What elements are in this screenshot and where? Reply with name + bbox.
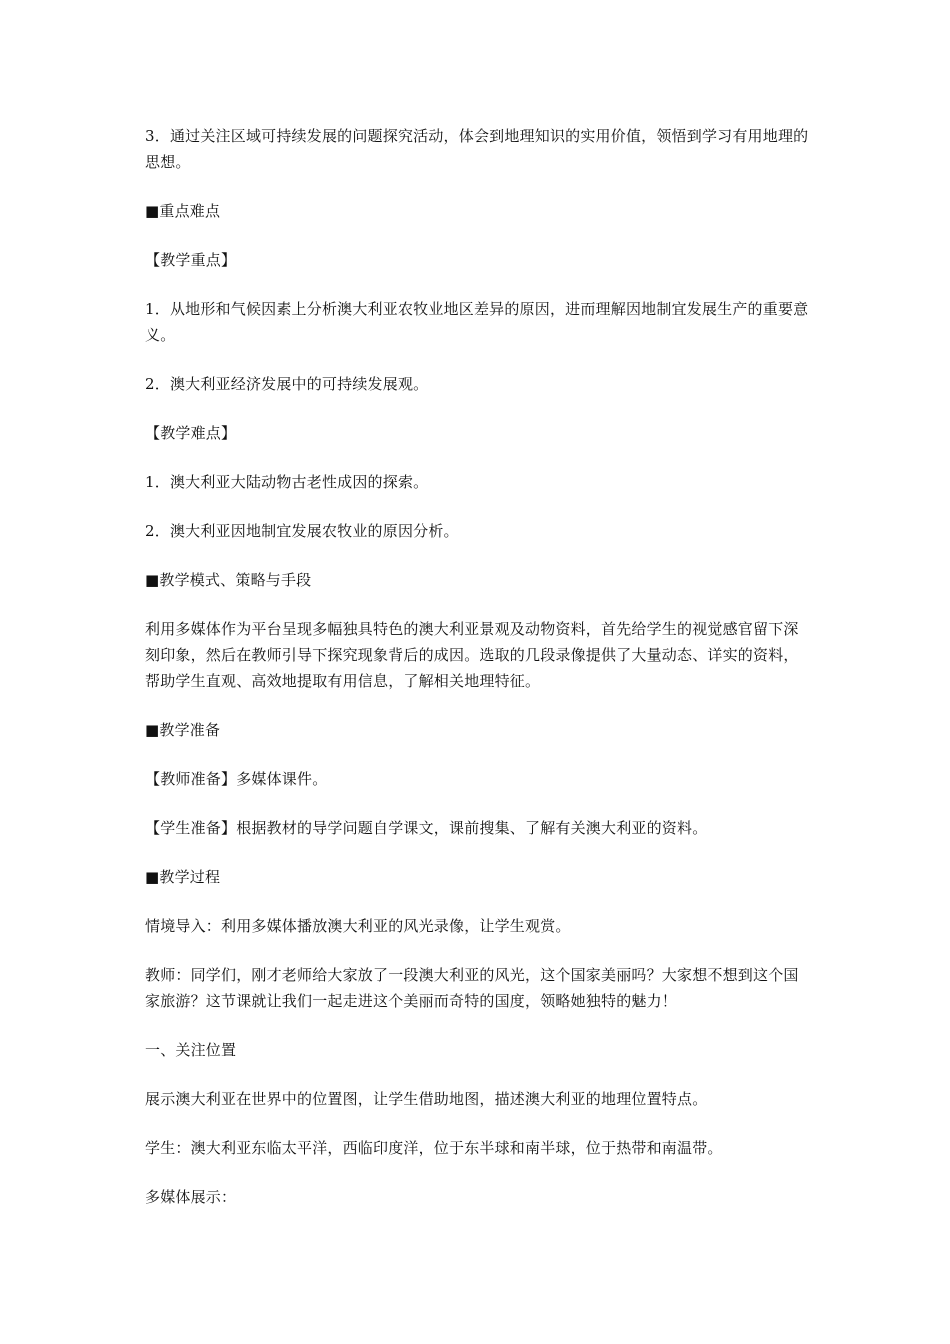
paragraph-student-preparation: 【学生准备】根据教材的导学问题自学课文，课前搜集、了解有关澳大利亚的资料。 (145, 819, 708, 837)
paragraph-student-answer: 学生：澳大利亚东临太平洋，西临印度洋，位于东半球和南半球，位于热带和南温带。 (145, 1139, 723, 1157)
paragraph-focus-2: 2．澳大利亚经济发展中的可持续发展观。 (145, 375, 429, 393)
subheading-teaching-focus: 【教学重点】 (145, 251, 237, 269)
paragraph-difficulty-1: 1．澳大利亚大陆动物古老性成因的探索。 (145, 473, 429, 491)
heading-teaching-mode: ■教学模式、策略与手段 (145, 571, 312, 589)
paragraph-teacher-remark: 教师：同学们，刚才老师给大家放了一段澳大利亚的风光，这个国家美丽吗？大家想不想到这个国家旅游？这节课就让我们一起走进这个美丽而奇特的国度，领略她独特的魅力！ (145, 966, 799, 1010)
paragraph-focus-1: 1．从地形和气候因素上分析澳大利亚农牧业地区差异的原因，进而理解因地制宜发展生产的重要意义。 (145, 300, 809, 344)
document-page (145, 123, 810, 1233)
paragraph-scenario-intro: 情境导入：利用多媒体播放澳大利亚的风光录像，让学生观赏。 (145, 917, 571, 935)
paragraph-teacher-preparation: 【教师准备】多媒体课件。 (145, 770, 328, 788)
paragraph-show-map: 展示澳大利亚在世界中的位置图，让学生借助地图，描述澳大利亚的地理位置特点。 (145, 1090, 708, 1108)
heading-key-difficult-points: ■重点难点 (145, 202, 221, 220)
heading-teaching-process: ■教学过程 (145, 868, 221, 886)
paragraph-teaching-mode: 利用多媒体作为平台呈现多幅独具特色的澳大利亚景观及动物资料，首先给学生的视觉感官留下深刻印象，然后在教师引导下探究现象背后的成因。选取的几段录像提供了大量动态、详实的资料，帮助学生直观、高效地提取有用信息，了解相关地理特征。 (145, 620, 799, 690)
paragraph-difficulty-2: 2．澳大利亚因地制宜发展农牧业的原因分析。 (145, 522, 459, 540)
heading-section-location: 一、关注位置 (145, 1041, 237, 1059)
paragraph-multimedia-display: 多媒体展示： (145, 1188, 237, 1206)
paragraph-objective-3: 3．通过关注区域可持续发展的问题探究活动，体会到地理知识的实用价值，领悟到学习有用地理的思想。 (145, 127, 809, 171)
heading-teaching-preparation: ■教学准备 (145, 721, 221, 739)
subheading-teaching-difficulty: 【教学难点】 (145, 424, 237, 442)
